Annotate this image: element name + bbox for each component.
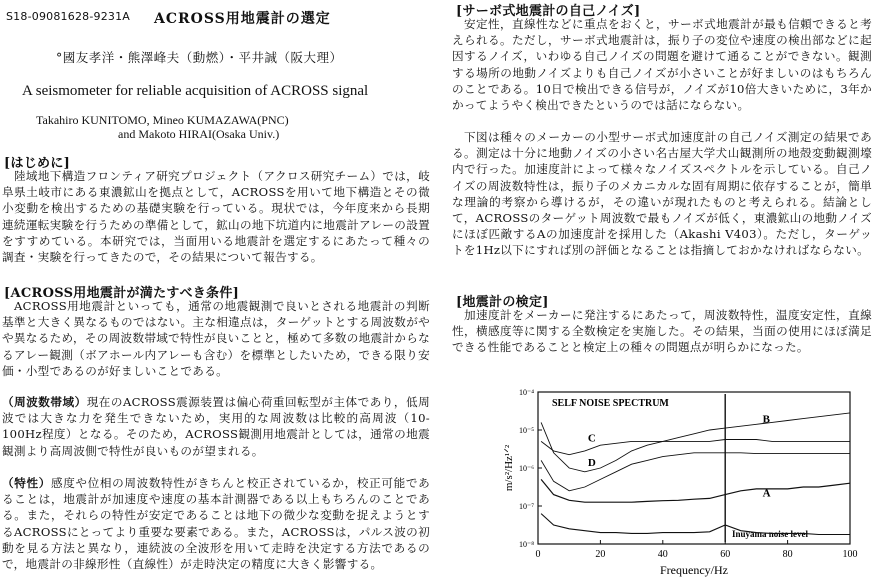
y-tick-label: 10⁻⁸ — [518, 540, 534, 549]
authors-japanese: °國友孝洋・熊澤峰夫（動燃）・平井誠（阪大理） — [56, 50, 343, 65]
servo-paragraph-1: 安定性，直線性などに重点をおくと，サーボ式地震計が最も信頼できると考えられる。ただし，サーボ式地震計は，振り子の変位や速度の検出部などに起因するノイズ，いわゆる自己ノイズの問題を避けて通ることができない。観測する場所の地動ノイズよりも自己ノイズが小さいことが好ましいのはもちろんのことである。10日で検出できる信号が，ノイズが10倍大きいために，3年かかってようやく検出できたというのでは話にならない。 — [452, 17, 872, 113]
noise-spectrum-chart — [500, 386, 870, 586]
title-english: A seismometer for reliable acquisition of ACROSS signal — [22, 83, 369, 99]
authors-english-line2: and Makoto HIRAI(Osaka Univ.) — [118, 127, 280, 141]
x-tick-label: 40 — [657, 549, 668, 560]
paper-id: S18-09081628-9231A — [6, 10, 131, 23]
section-heading-intro: [はじめに] — [4, 156, 71, 171]
characteristics-paragraph — [2, 475, 430, 572]
y-axis-label: m/s²/Hz¹ᐟ² — [503, 444, 515, 492]
servo-paragraph-2: 下図は種々のメーカーの小型サーボ式加速度計の自己ノイズ測定の結果である。測定は十分に地動ノイズの小さい名古屋大学犬山観測所の地殻変動観測壕内で行った。加速度計によって様々なノイズスペクトルを示している。自己ノイズの周波数特性は，振り子のメカニカルな固有周期に依存することが，簡単な理論的考察から導けるが，その違いが現れたものと考えられる。結論として，ACROSSのターゲット周波数で最もノイズが低く，東濃鉱山の地動ノイズにほぼ匹敵するAの加速度計を採用した（Akashi V403）。ただし，ターゲットを1Hz以下にすれば別の評価となることは指摘しておかなければならない。 — [452, 130, 872, 258]
series-label-b: B — [762, 413, 770, 426]
title-japanese: ACROSS用地震計の選定 — [154, 11, 331, 27]
series-line-a — [541, 479, 850, 502]
header — [6, 8, 426, 28]
frequency-label: （周波数帯域） — [2, 395, 87, 409]
y-tick-label: 10⁻⁷ — [518, 502, 534, 511]
series-label-c: C — [587, 432, 596, 445]
conditions-paragraph: ACROSS用地震計といっても，通常の地震観測で良いとされる地震計の判断基準と大きく異なるものではない。主な相違点は，ターゲットとする周波数がやや異なるため，その周波数帯域で特性が良いことと，極めて多数の地震計からなるアレー観測（ボアホール内アレーも含む）を標準としたいため，できる限り安価・小型であるのが好ましいことである。 — [2, 299, 430, 378]
section-heading-servo-noise: [サーボ式地震計の自己ノイズ] — [456, 4, 641, 19]
frequency-paragraph — [2, 394, 430, 459]
x-tick-label: 100 — [842, 549, 858, 560]
calibration-paragraph: 加速度計をメーカーに発注するにあたって，周波数特性，温度安定性，直線性，横感度等に関する全数検定を実施した。その結果，当面の使用にほぼ満足できる性能であることと検定上の種々の問題点が明らかになった。 — [452, 308, 872, 355]
plot-frame — [538, 392, 850, 544]
intro-paragraph: 陸域地下構造フロンティア研究プロジェクト（アクロス研究チーム）では，岐阜県土岐市にある東濃鉱山を拠点として，ACROSSを用いて地下構造とその微小変動を検出するための基礎実験を行っている。現状では，今年度来から長期連続運転実験を行うための準備として，鉱山の地下坑道内に地震計アレーの設置をすすめている。本研究では，当面用いる地震計を選定するにあたって種々の調査・実験を行ってきたので，その結果について報告する。 — [2, 169, 430, 265]
y-tick-label: 10⁻⁶ — [518, 464, 534, 473]
chart-title: SELF NOISE SPECTRUM — [552, 398, 669, 409]
characteristics-text: 感度や位相の周波数特性がきちんと校正されているか，校正可能であることは，地震計が加速度や速度の基本計測器である以上もちろんのことである。また，それらの特性が安定であることは地下の微少な変動を捉えようとするACROSSにとってより重要な要素である。また，ACROSSは，パルス波の初動を見る方法と異なり，連続波の全波形を用いて走時を決定する方法であるので，地震計の非線形性（直線性）が走時決定の精度に大きく影響する。 — [2, 476, 430, 572]
x-tick-label: 0 — [535, 549, 541, 560]
chart-svg — [500, 386, 870, 586]
x-tick-label: 80 — [782, 549, 793, 560]
x-axis-label: Frequency/Hz — [660, 563, 728, 577]
y-tick-label: 10⁻⁵ — [518, 426, 534, 435]
series-label-d: D — [587, 457, 596, 470]
chart-annotation: Inuyama noise level — [732, 529, 809, 539]
x-tick-label: 60 — [720, 549, 731, 560]
frequency-text: 現在のACROSS震源装置は偏心荷重回転型が主体であり，低周波では大きな力を発生できないため，実用的な周波数は比較的高周波（10-100Hz程度）となる。そのため，ACROSS観測用地震計としては，通常の地震観測より高周波側で特性が良いものが望まれる。 — [2, 395, 430, 458]
y-tick-label: 10⁻⁴ — [518, 388, 534, 397]
authors-english-line1: Takahiro KUNITOMO, Mineo KUMAZAWA(PNC) — [36, 113, 289, 127]
x-tick-label: 20 — [595, 549, 606, 560]
characteristics-label: （特性） — [2, 476, 51, 490]
series-label-a: A — [762, 487, 771, 500]
section-heading-calibration: [地震計の検定] — [456, 295, 549, 310]
section-heading-conditions: [ACROSS用地震計が満たすべき条件] — [4, 286, 240, 301]
